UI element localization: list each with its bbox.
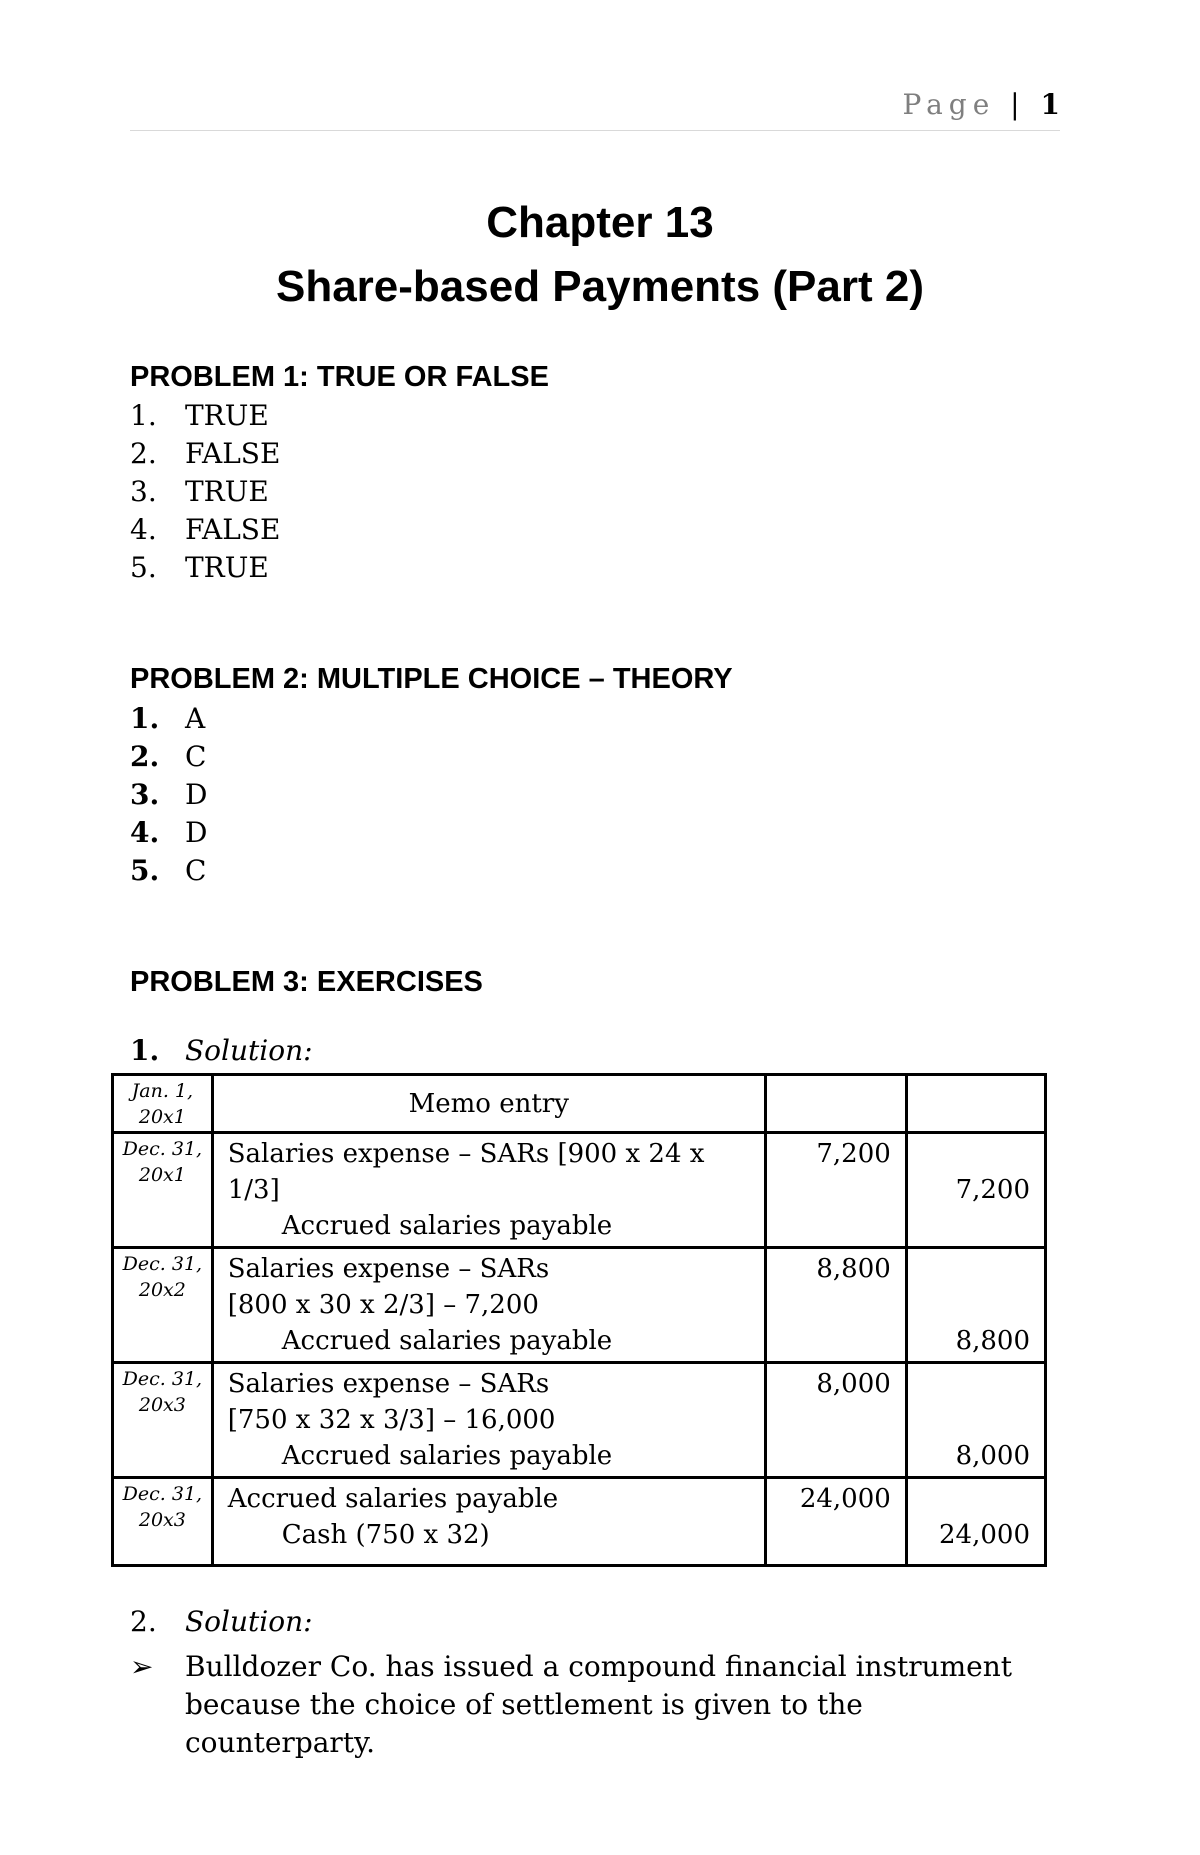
list-item [130, 700, 207, 738]
page-number: Page | 1 [902, 88, 1060, 121]
debit-cell [765, 1248, 906, 1363]
entry-date: Dec. 31, 20x3 [113, 1478, 213, 1566]
list-item [130, 435, 280, 473]
item-answer: TRUE [185, 399, 269, 432]
list-item [130, 738, 207, 776]
list-item [130, 397, 280, 435]
item-number: 1. [130, 702, 160, 735]
list-item [130, 549, 280, 587]
item-answer: D [185, 816, 208, 849]
bullet-text: Bulldozer Co. has issued a compound financial instrument because the choice of settlement is given to the counterparty. [185, 1650, 1013, 1759]
memo-entry: Memo entry [212, 1075, 765, 1133]
solution-text: Solution: [185, 1034, 313, 1067]
problem1-heading: PROBLEM 1: TRUE OR FALSE [130, 361, 549, 393]
solution2-label [130, 1605, 313, 1638]
item-answer: TRUE [185, 475, 269, 508]
credit-cell [906, 1075, 1045, 1133]
solution-text: Solution: [185, 1605, 313, 1638]
page-label: Page [902, 88, 996, 121]
list-item [130, 852, 207, 890]
chapter-title: Chapter 13 [486, 198, 714, 247]
credit-amount: 24,000 [939, 1520, 1030, 1550]
item-number: 3. [130, 778, 160, 811]
item-answer: C [185, 740, 207, 773]
entry-accounts [212, 1248, 765, 1363]
page-header [130, 88, 1060, 131]
solution-number: 1. [130, 1034, 160, 1067]
page-number-value: 1 [1040, 88, 1060, 121]
journal-entries-table [111, 1073, 1047, 1567]
item-answer: C [185, 854, 207, 887]
entry-accounts [212, 1133, 765, 1248]
item-answer: D [185, 778, 208, 811]
debit-amount: 8,800 [816, 1254, 891, 1284]
item-number: 3. [130, 475, 157, 508]
arrow-bullet-icon: ➢ [130, 1650, 154, 1683]
item-answer: A [185, 702, 206, 735]
list-item [130, 511, 280, 549]
credit-account: Accrued salaries payable [281, 1441, 613, 1471]
debit-amount: 8,000 [816, 1369, 891, 1399]
debit-cell [765, 1075, 906, 1133]
problem2-heading: PROBLEM 2: MULTIPLE CHOICE – THEORY [130, 663, 733, 695]
credit-cell [906, 1133, 1045, 1248]
entry-date: Dec. 31, 20x2 [113, 1248, 213, 1363]
debit-cell [765, 1363, 906, 1478]
entry-date: Dec. 31, 20x3 [113, 1363, 213, 1478]
problem2-list [130, 700, 207, 890]
credit-amount: 7,200 [955, 1175, 1030, 1205]
entry-date: Jan. 1, 20x1 [113, 1075, 213, 1133]
item-number: 4. [130, 816, 160, 849]
debit-account: Salaries expense – SARs [900 x 24 x 1/3] [227, 1139, 705, 1205]
table-row [113, 1133, 1046, 1248]
debit-amount: 24,000 [799, 1484, 891, 1514]
credit-amount: 8,000 [955, 1441, 1030, 1471]
problem3-heading: PROBLEM 3: EXERCISES [130, 966, 483, 998]
entry-date: Dec. 31, 20x1 [113, 1133, 213, 1248]
table-row [113, 1075, 1046, 1133]
computation: [800 x 30 x 2/3] – 7,200 [227, 1290, 539, 1320]
bullet-point [130, 1648, 1060, 1762]
list-item [130, 776, 207, 814]
table-row [113, 1248, 1046, 1363]
list-item [130, 473, 280, 511]
table-row [113, 1478, 1046, 1566]
entry-accounts [212, 1478, 765, 1566]
credit-cell [906, 1248, 1045, 1363]
list-item [130, 814, 207, 852]
credit-account: Cash (750 x 32) [281, 1520, 490, 1550]
item-number: 1. [130, 399, 157, 432]
chapter-subtitle: Share-based Payments (Part 2) [275, 262, 925, 311]
item-number: 2. [130, 740, 160, 773]
credit-amount: 8,800 [955, 1326, 1030, 1356]
item-number: 5. [130, 551, 157, 584]
debit-account: Salaries expense – SARs [227, 1369, 550, 1399]
credit-account: Accrued salaries payable [281, 1326, 613, 1356]
credit-account: Accrued salaries payable [281, 1211, 613, 1241]
debit-cell [765, 1478, 906, 1566]
table-row [113, 1363, 1046, 1478]
credit-cell [906, 1478, 1045, 1566]
debit-amount: 7,200 [816, 1139, 891, 1169]
problem1-list [130, 397, 280, 587]
solution-number: 2. [130, 1605, 157, 1638]
item-answer: FALSE [185, 437, 281, 470]
item-number: 4. [130, 513, 157, 546]
item-number: 2. [130, 437, 157, 470]
debit-cell [765, 1133, 906, 1248]
credit-cell [906, 1363, 1045, 1478]
solution1-label [130, 1034, 313, 1067]
debit-account: Accrued salaries payable [227, 1484, 559, 1514]
item-answer: TRUE [185, 551, 269, 584]
item-number: 5. [130, 854, 160, 887]
entry-accounts [212, 1363, 765, 1478]
debit-account: Salaries expense – SARs [227, 1254, 550, 1284]
item-answer: FALSE [185, 513, 281, 546]
computation: [750 x 32 x 3/3] – 16,000 [227, 1405, 556, 1435]
